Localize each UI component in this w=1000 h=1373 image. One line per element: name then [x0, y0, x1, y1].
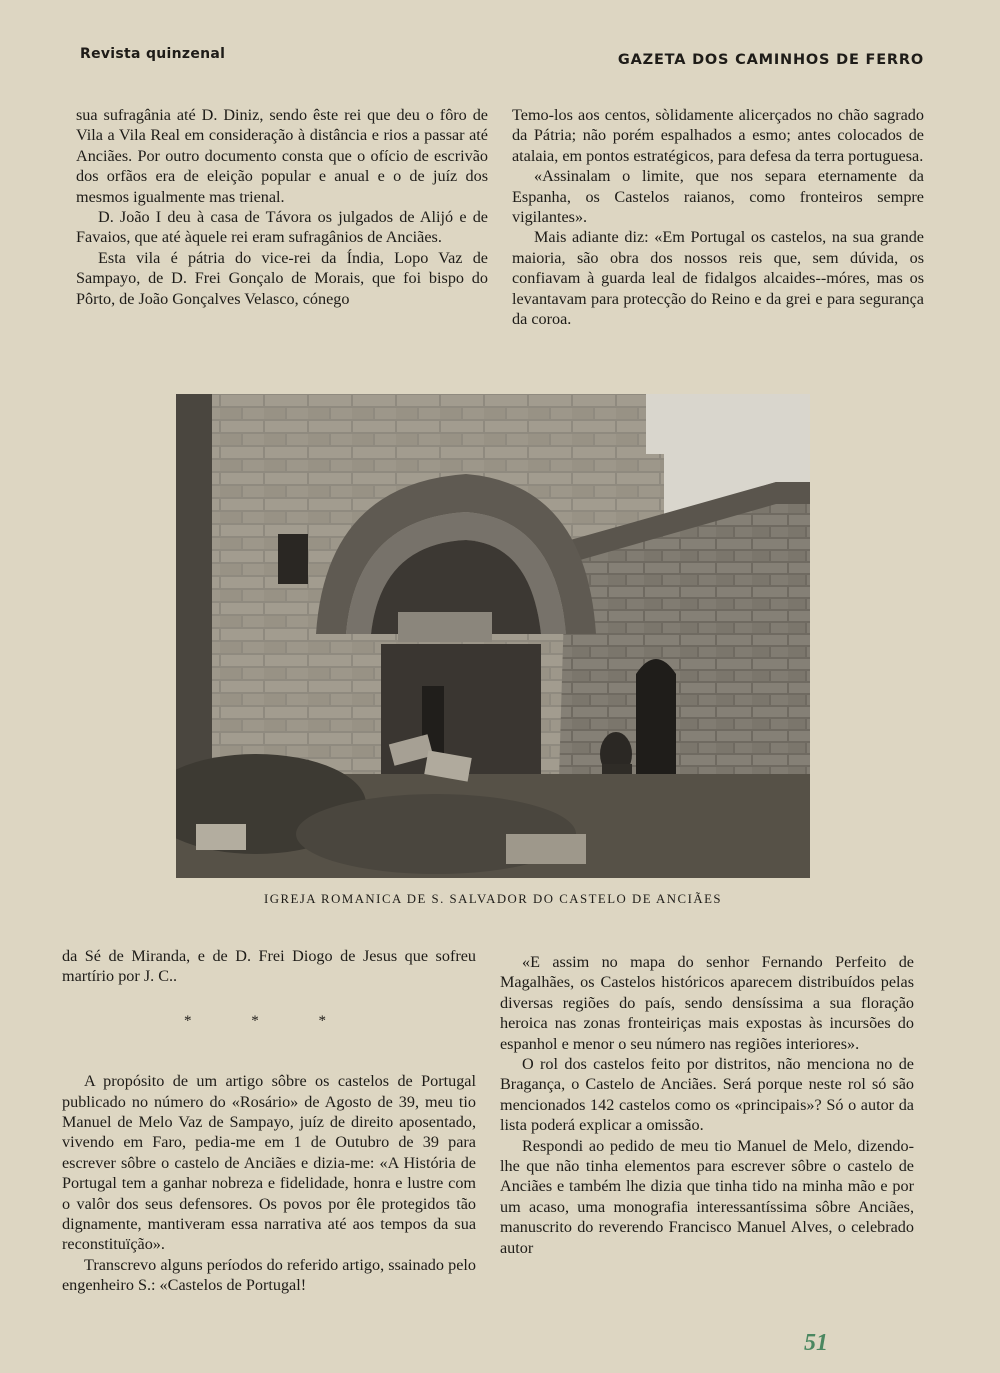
bottom-right-column [500, 952, 914, 1258]
paragraph: Respondi ao pedido de meu tio Manuel de Melo, dizendo-lhe que não tinha elementos para escrever sôbre o castelo de Anciães e também lhe dizia que tinha tido na minha mão e por um acaso, uma monografia interessantíssima sôbre Anciães, manuscrito do reverendo Francisco Manuel Alves, o celebrado autor [500, 1136, 914, 1257]
paragraph: Temo-los aos centos, sòlidamente alicerçados no chão sagrado da Pátria; não porém espalhados a esmo; antes colocados de atalaia, em pontos estratégicos, para defesa da terra portuguesa. [512, 106, 924, 165]
paragraph: Esta vila é pátria do vice-rei da Índia, Lopo Vaz de Sampayo, de D. Frei Gonçalo de Morais, que foi bispo do Pôrto, de João Gonçalves Velasco, cónego [76, 248, 488, 308]
section-separator: * * * [184, 1012, 354, 1029]
running-header-right: GAZETA DOS CAMINHOS DE FERRO [617, 52, 924, 68]
paragraph: O rol dos castelos feito por distritos, não menciona no de Bragança, o Castelo de Anciães. Será porque neste rol só são mencionados 142 castelos como os «principais»? Só o autor da lista poderá explicar a omissão. [500, 1055, 914, 1135]
bottom-left-column [62, 946, 476, 1296]
church-photo-illustration [176, 394, 810, 878]
paragraph: D. João I deu à casa de Távora os julgados de Alijó e de Favaios, que até àquele rei eram sufragânios de Anciães. [76, 208, 488, 247]
photo-caption: IGREJA ROMANICA DE S. SALVADOR DO CASTELO DE ANCIÃES [263, 892, 723, 906]
paragraph: Mais adiante diz: «Em Portugal os castelos, na sua grande maioria, são obra dos nossos reis que, sem dúvida, os confiavam à guarda leal de fidalgos alcaides--móres, mas os levantavam para protecção do Reino e da grei e para segurança da coroa. [512, 228, 924, 329]
paragraph: da Sé de Miranda, e de D. Frei Diogo de Jesus que sofreu martírio por J. C.. [62, 947, 476, 986]
paragraph: «E assim no mapa do senhor Fernando Perfeito de Magalhães, os Castelos históricos aparecem distribuídos pelas diversas regiões do país, sendo densíssima a sua floração heroica nas zonas fronteiriças mais expostas às incursões do espanhol e menor o seu número nas regiões interiores». [500, 953, 914, 1053]
paragraph: «Assinalam o limite, que nos separa eternamente da Espanha, os Castelos raianos, como fronteiros sempre vigilantes». [512, 167, 924, 227]
church-photograph [176, 394, 810, 878]
top-right-column [512, 105, 924, 329]
paragraph: sua sufragânia até D. Diniz, sendo êste rei que deu o fôro de Vila a Vila Real em consideração à distância e rios a passar até Anciães. Por outro documento consta que o ofício de escrivão dos orfãos era de eleição popular e anual e o de juíz dos mesmos igualmente mas trienal. [76, 106, 488, 206]
running-header-left: Revista quinzenal [80, 46, 226, 62]
paragraph: A propósito de um artigo sôbre os castelos de Portugal publicado no número do «Rosário» de Agosto de 39, meu tio Manuel de Melo Vaz de Sampayo, juíz de direito aposentado, vivendo em Faro, pedia-me em 1 de Outubro de 39 para escrever sôbre o castelo de Anciães e dizia-me: «A História de Portugal tem a ganhar nobreza e fidelidade, honra e lustre com o valôr dos seus defensores. Os povos por êle protegidos tão dignamente, mantiveram essa narrativa até aos tempos da sua reconstituïção». [62, 1072, 476, 1254]
page-number: 51 [804, 1330, 828, 1356]
paragraph: Transcrevo alguns períodos do referido artigo, ssainado pelo engenheiro S.: «Castelos de Portugal! [62, 1255, 476, 1295]
top-left-column [76, 105, 488, 309]
